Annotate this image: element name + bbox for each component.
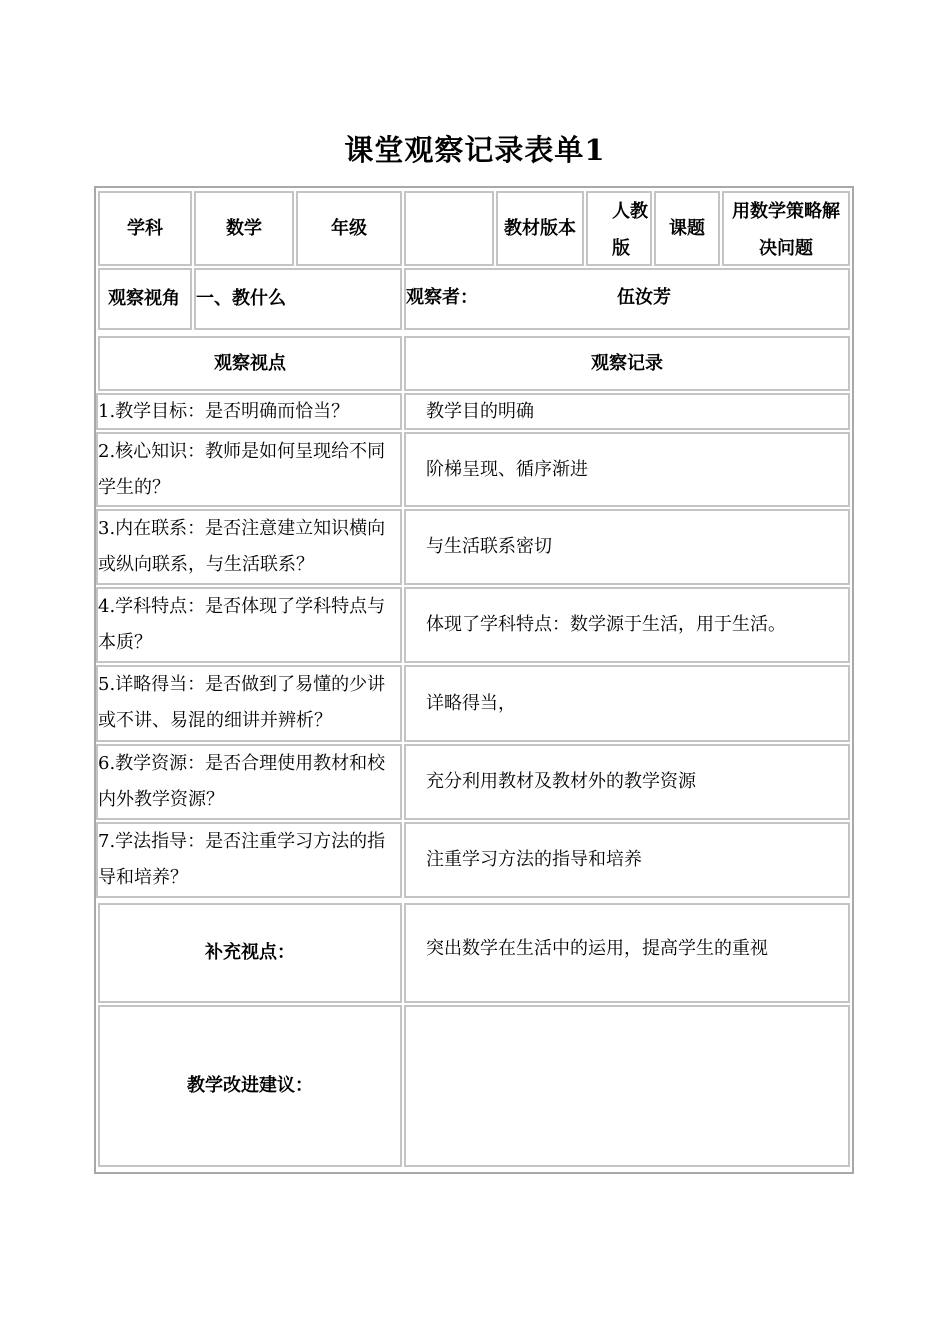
observation-point-2-line1: 2.核心知识：教师是如何呈现给不同 — [98, 441, 386, 462]
observation-record-3: 与生活联系密切 — [404, 509, 850, 585]
observer-name: 伍汝芳 — [617, 287, 671, 308]
column-header-points: 观察视点 — [98, 336, 402, 391]
supplement-record: 突出数学在生活中的运用，提高学生的重视 — [404, 903, 850, 1003]
observation-point-3-line2: 或纵向联系，与生活联系？ — [98, 554, 314, 575]
topic-label: 课题 — [654, 191, 720, 266]
edition-label: 教材版本 — [496, 191, 584, 266]
perspective-value: 一、教什么 — [194, 268, 402, 330]
observer-cell — [404, 268, 850, 330]
observation-point-2 — [96, 432, 402, 507]
perspective-label: 观察视角 — [98, 268, 192, 330]
observation-point-7-line2: 导和培养？ — [98, 867, 188, 888]
observation-point-5-line2: 或不讲、易混的细讲并辨析？ — [98, 710, 332, 731]
grade-label: 年级 — [296, 191, 402, 266]
observation-point-3-line1: 3.内在联系：是否注意建立知识横向 — [98, 518, 386, 539]
grade-value — [404, 191, 494, 266]
edition-value-line2: 版 — [612, 238, 630, 259]
observation-point-3 — [96, 509, 402, 585]
observation-point-4-line1: 4.学科特点：是否体现了学科特点与 — [98, 596, 386, 617]
column-header-records: 观察记录 — [404, 336, 850, 391]
improvement-record — [404, 1005, 850, 1167]
topic-value-line2: 决问题 — [759, 238, 813, 259]
topic-value — [722, 191, 850, 266]
observation-point-4-line2: 本质？ — [98, 632, 152, 653]
observation-record-7: 注重学习方法的指导和培养 — [404, 822, 850, 898]
observation-point-6-line2: 内外教学资源？ — [98, 789, 224, 810]
observation-point-6-line1: 6.教学资源：是否合理使用教材和校 — [98, 753, 386, 774]
observation-point-7 — [96, 822, 402, 898]
topic-value-line1: 用数学策略解 — [732, 201, 840, 222]
edition-value — [586, 191, 652, 266]
observation-record-4: 体现了学科特点：数学源于生活，用于生活。 — [404, 587, 850, 663]
observation-point-1: 1.教学目标：是否明确而恰当？ — [96, 393, 402, 430]
edition-value-line1: 人教 — [612, 201, 648, 222]
observer-label: 观察者： — [406, 287, 478, 308]
subject-value: 数学 — [194, 191, 294, 266]
subject-label: 学科 — [98, 191, 192, 266]
observation-record-1: 教学目的明确 — [404, 393, 850, 430]
observation-point-7-line1: 7.学法指导：是否注重学习方法的指 — [98, 831, 386, 852]
page-title: 课堂观察记录表单1 — [344, 133, 606, 167]
observation-record-6: 充分利用教材及教材外的教学资源 — [404, 744, 850, 820]
improvement-label: 教学改进建议： — [98, 1005, 402, 1167]
observation-record-5: 详略得当， — [404, 665, 850, 742]
observation-point-4 — [96, 587, 402, 663]
observation-record-2: 阶梯呈现、循序渐进 — [404, 432, 850, 507]
observation-point-2-line2: 学生的？ — [98, 477, 170, 498]
observation-point-6 — [96, 744, 402, 820]
observation-point-5-line1: 5.详略得当：是否做到了易懂的少讲 — [98, 674, 386, 695]
observation-point-5 — [96, 665, 402, 742]
supplement-label: 补充视点： — [98, 903, 402, 1003]
